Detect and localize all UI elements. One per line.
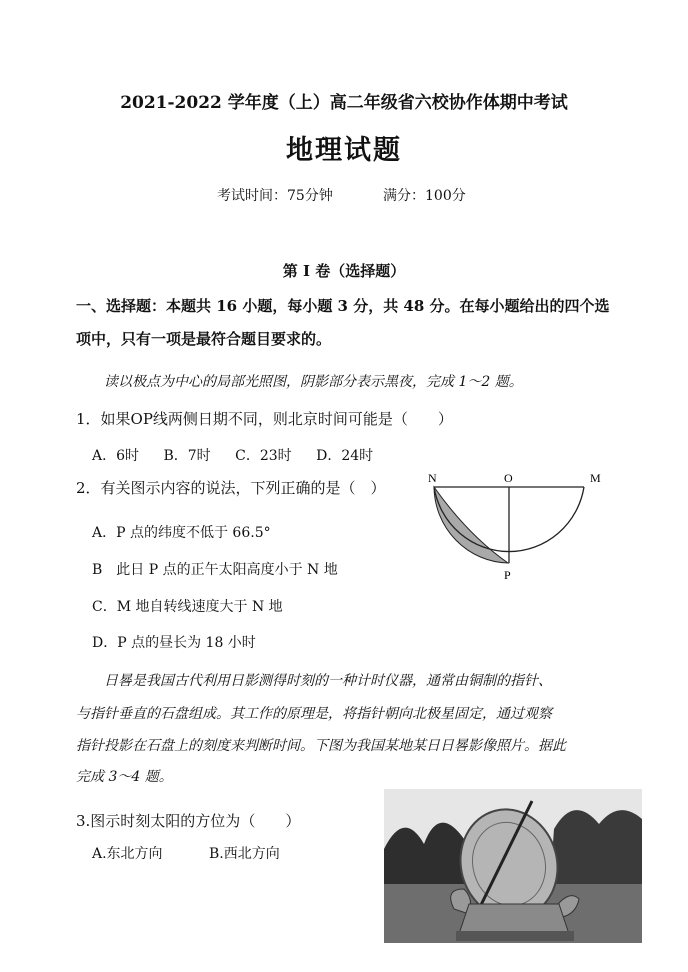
q2-option-d[interactable]: D．P 点的昼长为 18 小时 [92, 635, 256, 651]
subject-title: 地理试题 [286, 135, 402, 166]
label-m: M [590, 471, 601, 485]
label-n: N [428, 471, 437, 485]
question-1-options [92, 445, 393, 465]
q1-option-b[interactable]: B．7时 [163, 448, 211, 464]
q1-option-c[interactable]: C．23时 [235, 448, 292, 464]
q2-option-c[interactable]: C．M 地自转线速度大于 N 地 [92, 599, 283, 615]
passage-2-line-1: 日晷是我国古代利用日影测得时刻的一种计时仪器，通常由铜制的指针、 [104, 673, 552, 689]
section-title: 第 I 卷（选择题） [282, 262, 406, 280]
instruction-part1: 一、选择题：本题共 16 小题，每小题 3 分，共 48 分。 [76, 297, 460, 315]
question-1-stem: 1．如果OP线两侧日期不同，则北京时间可能是（ ） [76, 410, 453, 428]
question-2-stem: 2．有关图示内容的说法，下列正确的是（ ） [76, 479, 386, 497]
q2-option-b[interactable]: B 此日 P 点的正午太阳高度小于 N 地 [92, 562, 338, 578]
passage-2-line-2: 与指针垂直的石盘组成。其工作的原理是，将指针朝向北极星固定，通过观察 [76, 706, 552, 722]
label-p: P [504, 568, 511, 582]
label-o: O [504, 471, 513, 485]
question-3-options [92, 843, 300, 863]
sundial-photo [384, 789, 642, 943]
exam-title: 2021-2022 学年度（上）高二年级省六校协作体期中考试 [120, 93, 568, 113]
full-score: 满分：100分 [383, 188, 466, 204]
passage-2-line-3: 指针投影在石盘上的刻度来判断时间。下图为我国某地某日日晷影像照片。据此 [76, 738, 566, 754]
q2-option-a[interactable]: A．P 点的纬度不低于 66.5° [92, 525, 271, 541]
q3-option-a[interactable]: A.东北方向 [92, 846, 163, 862]
question-3-stem: 3.图示时刻太阳的方位为（ ） [76, 812, 301, 830]
exam-time: 考试时间：75分钟 [217, 188, 333, 204]
polar-illumination-diagram [418, 465, 613, 590]
passage-2-line-4: 完成 3～4 题。 [76, 769, 173, 785]
night-shading [434, 487, 508, 563]
instruction-part2: 在每小题给出的四个选项中，只有一项是最符合题目要求的。 [76, 297, 610, 348]
q1-option-d[interactable]: D．24时 [316, 448, 374, 464]
q1-option-a[interactable]: A．6时 [92, 448, 140, 464]
q3-option-b[interactable]: B.西北方向 [209, 846, 280, 862]
section-instruction [76, 290, 616, 356]
passage-1: 读以极点为中心的局部光照图，阴影部分表示黑夜，完成 1～2 题。 [104, 374, 523, 390]
